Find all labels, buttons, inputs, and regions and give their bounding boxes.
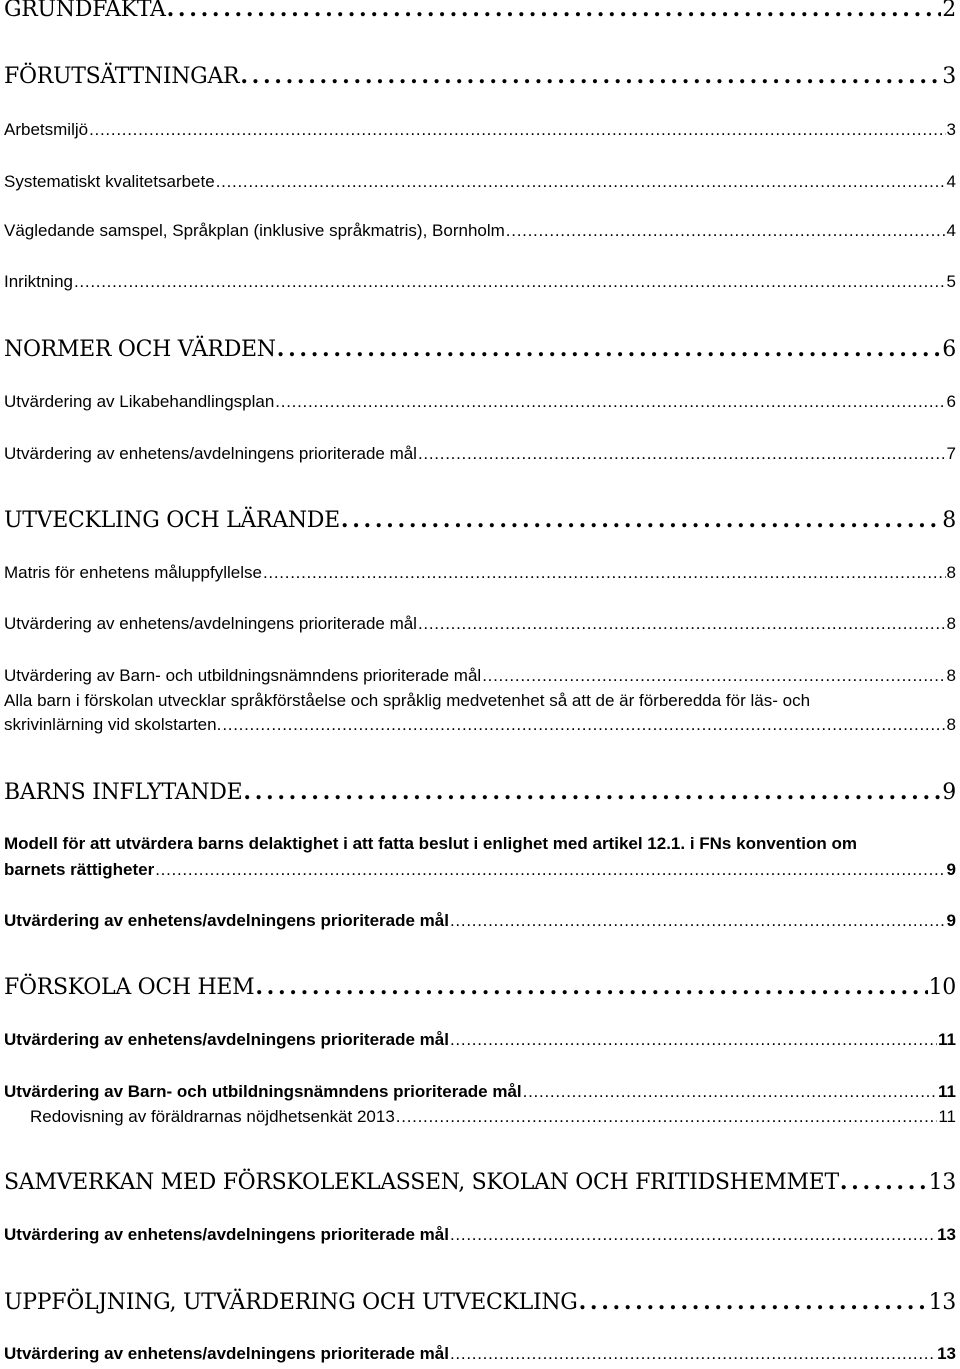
dot-leader: [396, 1107, 938, 1127]
toc-entry-label: Alla barn i förskolan utvecklar språkförståelse och språklig medvetenhet så att de är förberedda för läs- och: [4, 691, 811, 710]
toc-page-number: 8: [946, 666, 956, 685]
dot-leader: [840, 1169, 928, 1195]
toc-entry-samverkan[interactable]: [4, 1169, 956, 1195]
toc-entry-label: Utvärdering av enhetens/avdelningens prioriterade mål: [4, 444, 417, 463]
toc-entry-label: Vägledande samspel, Språkplan (inklusive språkmatris), Bornholm: [4, 221, 505, 240]
toc-entry-likabehandlingsplan[interactable]: [4, 392, 956, 412]
toc-entry-label: BARNS INFLYTANDE: [4, 780, 243, 805]
toc-entry-prioriterade-mal[interactable]: [4, 1225, 956, 1245]
dot-leader: [255, 974, 927, 1000]
toc-page-number: 8: [946, 614, 956, 633]
toc-page-number: 6: [946, 392, 956, 411]
toc-entry-forskola-och-hem[interactable]: [4, 974, 956, 1000]
toc-page-number: 5: [946, 272, 956, 291]
toc-entry-label: SAMVERKAN MED FÖRSKOLEKLASSEN, SKOLAN OCH FRITIDSHEMMET: [4, 1170, 839, 1195]
toc-entry-label: NORMER OCH VÄRDEN: [4, 337, 276, 362]
toc-page-number: 8: [946, 715, 956, 734]
toc-page-number: 2: [942, 0, 956, 22]
toc-entry-label: Utvärdering av enhetens/avdelningens prioriterade mål: [4, 1344, 449, 1363]
toc-entry-label: UPPFÖLJNING, UTVÄRDERING OCH UTVECKLING: [4, 1290, 578, 1315]
dot-leader: [222, 715, 945, 735]
toc-entry-label: Redovisning av föräldrarnas nöjdhetsenkät 2013: [30, 1107, 395, 1126]
toc-entry-label: Matris för enhetens måluppfyllelse: [4, 563, 262, 582]
toc-entry-label: barnets rättigheter: [4, 860, 155, 879]
toc-page-number: 11: [938, 1030, 956, 1049]
toc-entry-kvalitetsarbete[interactable]: [4, 172, 956, 192]
toc-entry-prioriterade-mal[interactable]: [4, 444, 956, 464]
toc-entry-label: Systematiskt kvalitetsarbete: [4, 172, 215, 191]
toc-entry-uppfoljning[interactable]: [4, 1289, 956, 1315]
toc-entry-modell-line1[interactable]: [4, 834, 956, 854]
toc-entry-matris[interactable]: [4, 563, 956, 583]
dot-leader: [275, 392, 945, 412]
dot-leader: [74, 272, 946, 292]
toc-page-number: 8: [946, 563, 956, 582]
toc-entry-grundfakta[interactable]: [4, 0, 956, 22]
toc-entry-label: Arbetsmiljö: [4, 120, 89, 139]
toc-entry-normer-och-varden[interactable]: [4, 336, 956, 362]
toc-page-number: 4: [946, 221, 956, 240]
dot-leader: [167, 0, 942, 22]
toc-entry-label: FÖRUTSÄTTNINGAR: [4, 64, 240, 89]
dot-leader: [450, 1225, 936, 1245]
dot-leader: [579, 1289, 928, 1315]
toc-entry-label: Utvärdering av enhetens/avdelningens prioriterade mål: [4, 1225, 449, 1244]
toc-page-number: 13: [928, 1170, 956, 1195]
toc-page-number: 13: [937, 1344, 956, 1363]
toc-entry-nojdhetsenkat[interactable]: [30, 1107, 956, 1127]
toc-page-number: 9: [946, 911, 956, 930]
dot-leader: [216, 172, 946, 192]
toc-entry-prioriterade-mal[interactable]: [4, 1030, 956, 1050]
toc-entry-sprakforstaelse-line1[interactable]: [4, 691, 956, 711]
toc-entry-label: Utvärdering av enhetens/avdelningens prioriterade mål: [4, 614, 417, 633]
toc-page-number: 13: [928, 1290, 956, 1315]
toc-entry-label: FÖRSKOLA OCH HEM: [4, 975, 255, 1000]
toc-entry-prioriterade-mal[interactable]: [4, 614, 956, 634]
toc-entry-modell[interactable]: [4, 860, 956, 880]
dot-leader: [89, 120, 945, 140]
toc-entry-label: Utvärdering av enhetens/avdelningens prioriterade mål: [4, 911, 449, 930]
toc-entry-inriktning[interactable]: [4, 272, 956, 292]
toc-page-number: 3: [946, 120, 956, 139]
toc-entry-label: GRUNDFAKTA: [4, 0, 166, 22]
dot-leader: [482, 666, 945, 686]
toc-entry-barn-och-utbildningsnamnden[interactable]: [4, 666, 956, 686]
dot-leader: [155, 860, 945, 880]
toc-entry-prioriterade-mal[interactable]: [4, 1344, 956, 1364]
toc-entry-arbetsmiljo[interactable]: [4, 120, 956, 140]
dot-leader: [450, 1344, 936, 1364]
toc-page-number: 7: [946, 444, 956, 463]
toc-page-number: 3: [942, 64, 956, 89]
dot-leader: [523, 1082, 937, 1102]
dot-leader: [506, 221, 946, 241]
toc-entry-label: Utvärdering av enhetens/avdelningens prioriterade mål: [4, 1030, 449, 1049]
toc-page-number: 11: [938, 1107, 956, 1126]
toc-page-number: 9: [942, 780, 956, 805]
toc-entry-barns-inflytande[interactable]: [4, 779, 956, 805]
dot-leader: [418, 614, 946, 634]
dot-leader: [418, 444, 946, 464]
toc-entry-sprakforstaelse[interactable]: [4, 715, 956, 735]
toc-entry-utveckling-och-larande[interactable]: [4, 507, 956, 533]
toc-entry-vagledande-samspel[interactable]: [4, 221, 956, 241]
toc-entry-forutsattningar[interactable]: [4, 63, 956, 89]
toc-page-number: 9: [946, 860, 956, 879]
toc-page-number: 4: [946, 172, 956, 191]
toc-entry-label: Modell för att utvärdera barns delaktighet i att fatta beslut i enlighet med artikel 12.1. i FNs konvention om: [4, 834, 858, 853]
toc-page-number: 8: [942, 508, 956, 533]
toc-entry-prioriterade-mal[interactable]: [4, 911, 956, 931]
dot-leader: [263, 563, 946, 583]
dot-leader: [277, 336, 942, 362]
toc-page-number: 10: [928, 975, 956, 1000]
toc-entry-label: Utvärdering av Barn- och utbildningsnämndens prioriterade mål: [4, 1082, 522, 1101]
toc-page-number: 13: [937, 1225, 956, 1244]
toc-entry-label: Inriktning: [4, 272, 73, 291]
toc-entry-barn-och-utbildningsnamnden[interactable]: [4, 1082, 956, 1102]
dot-leader: [243, 779, 941, 805]
toc-entry-label: Utvärdering av Likabehandlingsplan: [4, 392, 275, 411]
toc-entry-label: Utvärdering av Barn- och utbildningsnämndens prioriterade mål: [4, 666, 482, 685]
dot-leader: [240, 63, 941, 89]
toc-entry-label: UTVECKLING OCH LÄRANDE: [4, 508, 340, 533]
dot-leader: [450, 911, 946, 931]
dot-leader: [450, 1030, 937, 1050]
toc-page-number: 11: [938, 1082, 956, 1101]
toc-entry-label: skrivinlärning vid skolstarten.: [4, 715, 222, 734]
toc-page-number: 6: [942, 337, 956, 362]
dot-leader: [341, 507, 941, 533]
